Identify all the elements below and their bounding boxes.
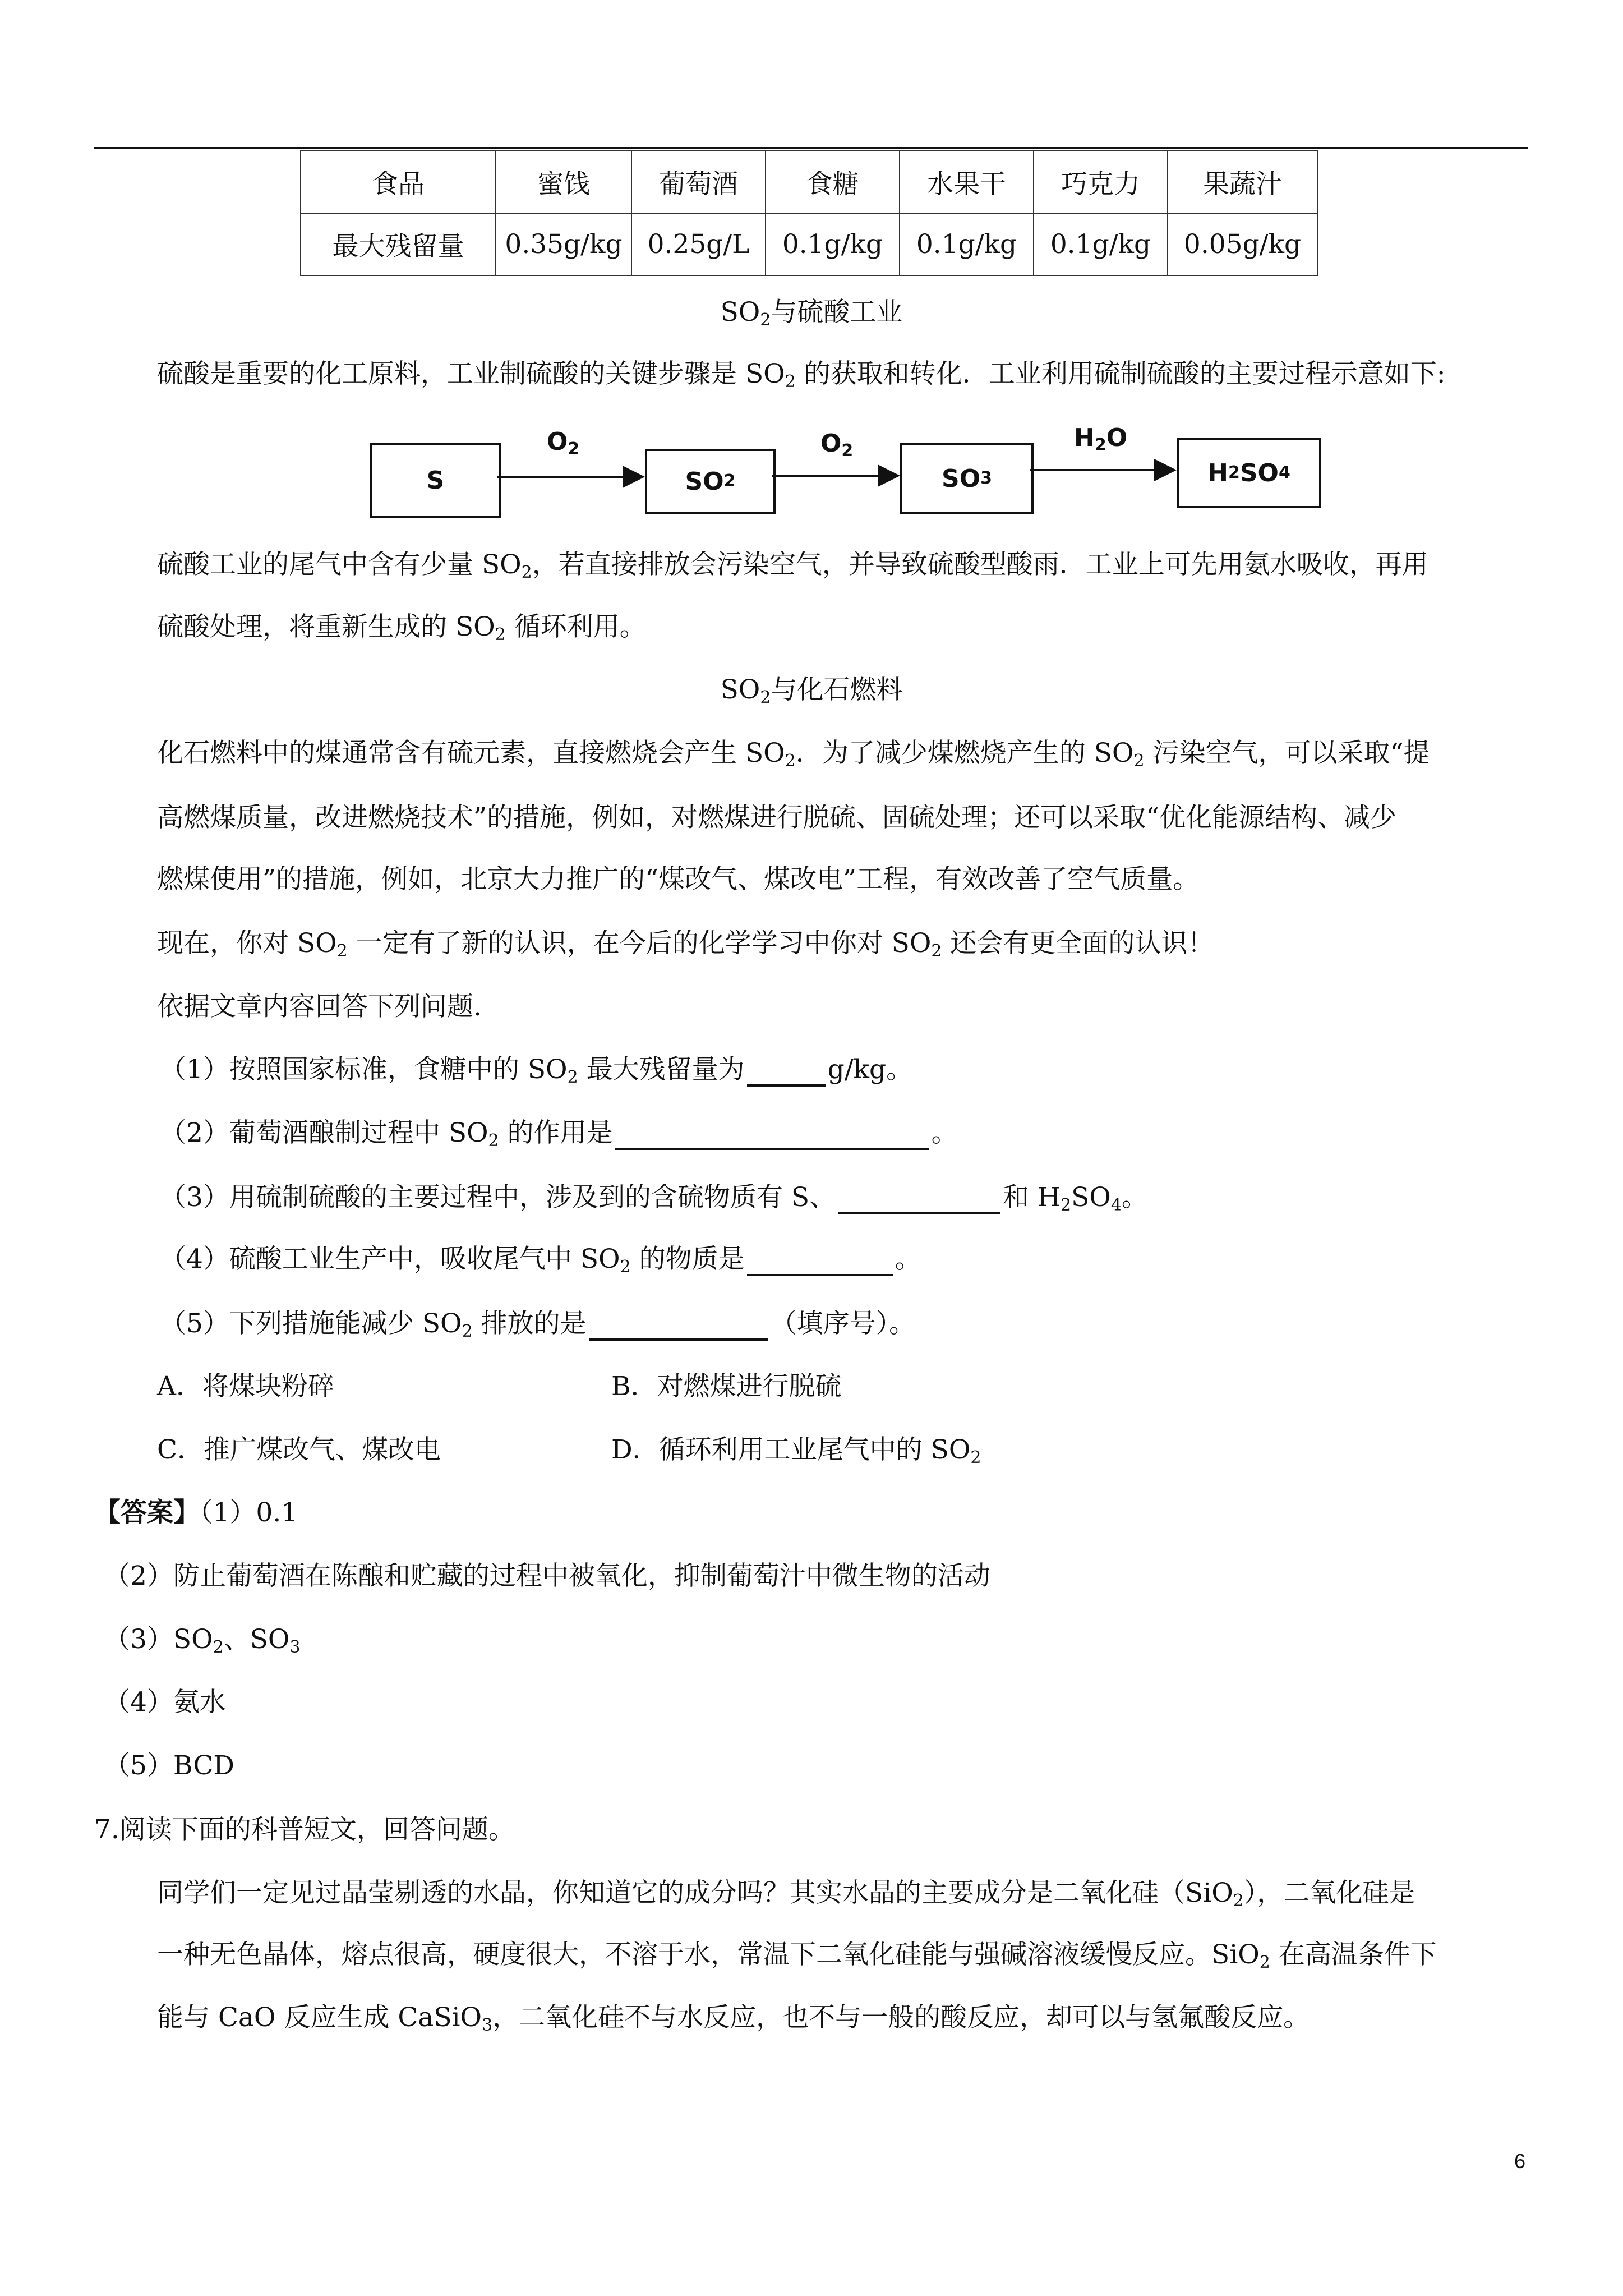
question-4: （4）硫酸工业生产中，吸收尾气中 $SO_2$ 的物质是 。 — [160, 1244, 921, 1277]
table-cell: 最大残留量 — [301, 213, 496, 275]
table-cell: 果蔬汁 — [1168, 151, 1317, 213]
paragraph: 硫酸处理，将重新生成的 $SO_2$ 循环利用。 — [157, 611, 646, 645]
answer-blank[interactable] — [615, 1122, 929, 1150]
table-cell: 水果干 — [900, 151, 1034, 213]
paragraph: 硫酸是重要的化工原料，工业制硫酸的关键步骤是 $SO_2$ 的获取和转化．工业利用硫制硫酸的主要过程示意如下: — [157, 358, 1446, 392]
answer-blank[interactable] — [747, 1059, 826, 1087]
paragraph: 硫酸工业的尾气中含有少量 $SO_2$，若直接排放会污染空气，并导致硫酸型酸雨．工业上可先用氨水吸收，再用 — [157, 549, 1428, 582]
paragraph: 一种无色晶体，熔点很高，硬度很大，不溶于水，常温下二氧化硅能与强碱溶液缓慢反应。SiO$_2$ 在高温条件下 — [157, 1939, 1437, 1972]
answer-3: $(3)SO_2$、$SO_3$ — [104, 1624, 301, 1657]
question-5: （5）下列措施能减少 $SO_2$ 排放的是 （填序号）。 — [160, 1308, 916, 1341]
table-cell: 0.05g/kg — [1168, 213, 1317, 275]
flow-box-so3: SO 3 — [900, 443, 1034, 514]
answer-1: 【答案】（1）0.1 — [94, 1497, 298, 1528]
flow-box-h2so4: H 2 SO 4 — [1177, 438, 1321, 508]
table-cell: 0.1g/kg — [900, 213, 1034, 275]
paragraph: 依据文章内容回答下列问题. — [157, 991, 482, 1022]
table-cell: 0.35g/kg — [496, 213, 631, 275]
answer-4: （4）氨水 — [104, 1687, 226, 1718]
question-2: （2）葡萄酒酿制过程中 $SO_2$ 的作用是 。 — [160, 1117, 958, 1151]
table-cell: 0.25g/L — [631, 213, 766, 275]
table-cell: 蜜饯 — [496, 151, 631, 213]
table-cell: 葡萄酒 — [631, 151, 766, 213]
flow-arrows — [0, 0, 1623, 561]
arrow-label-o2: $O_2$ — [547, 427, 580, 459]
paragraph: 化石燃料中的煤通常含有硫元素，直接燃烧会产生 $SO_2$．为了减少煤燃烧产生的 $SO_2$ 污染空气，可以采取“提 — [157, 738, 1430, 771]
paragraph: 同学们一定见过晶莹剔透的水晶，你知道它的成分吗？其实水晶的主要成分是二氧化硅（SiO$_2$），二氧化硅是 — [157, 1878, 1415, 1911]
arrow-label-o2: $O_2$ — [820, 429, 854, 461]
table-cell: 巧克力 — [1034, 151, 1168, 213]
paragraph: 高燃煤质量，改进燃烧技术”的措施，例如，对燃煤进行脱硫、固硫处理；还可以采取“优化能源结构、减少 — [157, 802, 1397, 833]
table-cell: 0.1g/kg — [766, 213, 900, 275]
question-1: （1）按照国家标准，食糖中的 $SO_2$ 最大残留量为 g/kg。 — [160, 1054, 913, 1087]
option-c: C．推广煤改气、煤改电 — [157, 1434, 441, 1465]
section-title-sulfuric: $SO_2$与硫酸工业 — [720, 297, 903, 330]
paragraph: 现在，你对 $SO_2$ 一定有了新的认识，在今后的化学学习中你对 $SO_2$ 还会有更全面的认识！ — [157, 928, 1214, 961]
table-cell: 食糖 — [766, 151, 900, 213]
answer-5: （5）BCD — [104, 1750, 234, 1781]
option-b: B．对燃煤进行脱硫 — [611, 1371, 842, 1402]
table-cell: 0.1g/kg — [1034, 213, 1168, 275]
question-7-title: 7.阅读下面的科普短文，回答问题。 — [94, 1814, 515, 1845]
answer-label: 【答案】 — [94, 1497, 200, 1528]
paragraph: 燃煤使用”的措施，例如，北京大力推广的“煤改气、煤改电”工程，有效改善了空气质量。 — [157, 864, 1200, 895]
question-3: （3）用硫制硫酸的主要过程中，涉及到的含硫物质有 S、 和 $H_2SO_4$。 — [160, 1182, 1148, 1215]
option-d: D．循环利用工业尾气中的 $SO_2$ — [611, 1434, 981, 1467]
answer-blank[interactable] — [589, 1313, 768, 1341]
option-a: A．将煤块粉碎 — [157, 1371, 334, 1402]
arrow-label-h2o: $H_2O$ — [1074, 424, 1128, 455]
answer-blank[interactable] — [747, 1248, 893, 1276]
paragraph: 能与 CaO 反应生成 CaSiO$_3$，二氧化硅不与水反应，也不与一般的酸反应，却可以与氢氟酸反应。 — [157, 2002, 1310, 2035]
flow-box-s: S — [370, 443, 501, 518]
flow-box-so2: SO 2 — [645, 449, 776, 514]
table-cell: 食品 — [301, 151, 496, 213]
answer-2: （2）防止葡萄酒在陈酿和贮藏的过程中被氧化，抑制葡萄汁中微生物的活动 — [104, 1561, 990, 1591]
section-title-fossil: $SO_2$与化石燃料 — [720, 674, 903, 707]
answer-blank[interactable] — [838, 1186, 1000, 1214]
page-number: 6 — [1514, 2150, 1526, 2173]
